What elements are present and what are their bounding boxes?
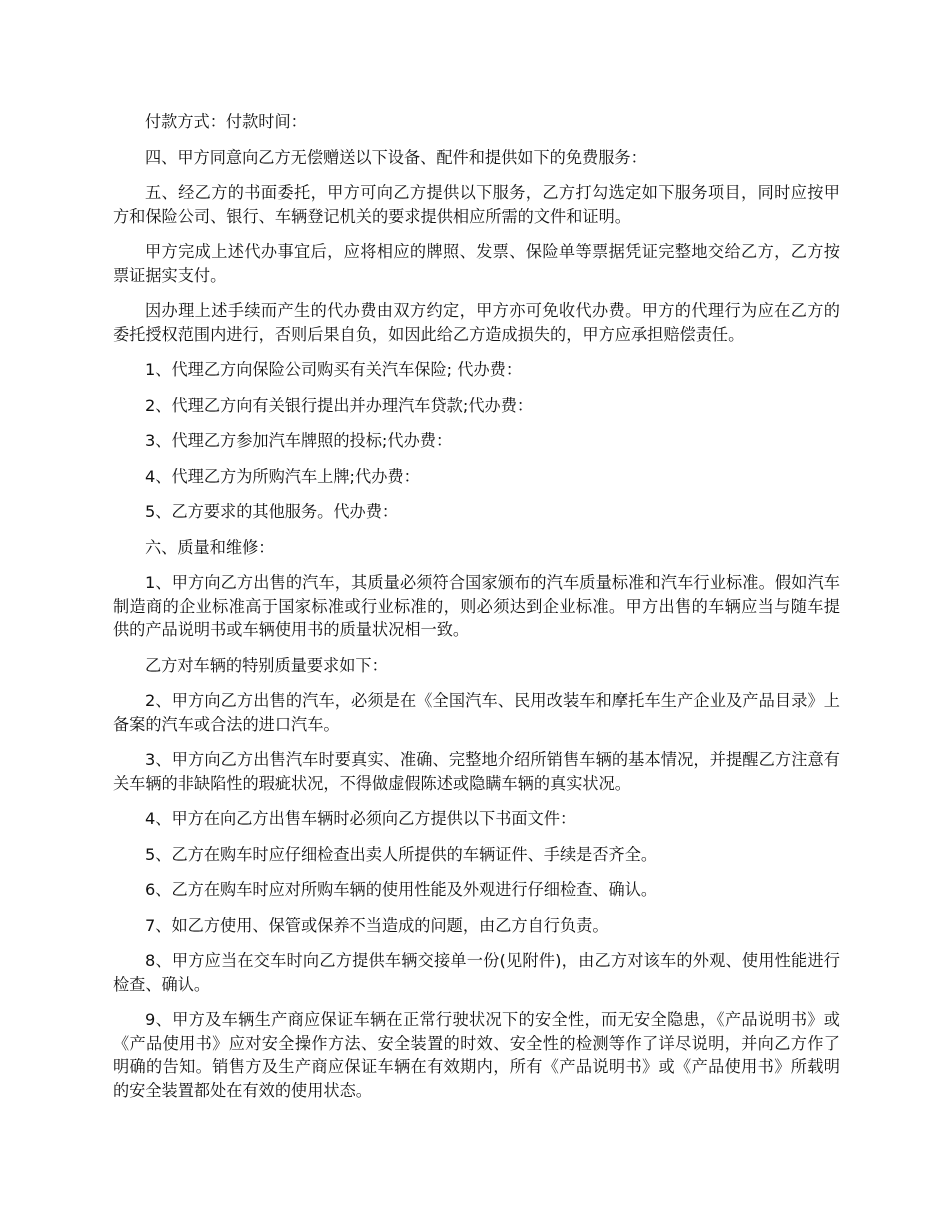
paragraph-catalog-registration: 2、甲方向乙方出售的汽车，必须是在《全国汽车、民用改装车和摩托车生产企业及产品目录》上备案的汽车或合法的进口汽车。	[113, 691, 840, 734]
paragraph-handover-sheet: 8、甲方应当在交车时向乙方提供车辆交接单一份(见附件)，由乙方对该车的外观、使用性能进行检查、确认。	[113, 951, 840, 994]
paragraph-section-five: 五、经乙方的书面委托，甲方可向乙方提供以下服务，乙方打勾选定如下服务项目，同时应按甲方和保险公司、银行、车辆登记机关的要求提供相应所需的文件和证明。	[113, 183, 840, 226]
list-item-other-services: 5、乙方要求的其他服务。代办费：	[145, 502, 399, 521]
list-item-loan: 2、代理乙方向有关银行提出并办理汽车贷款;代办费：	[145, 395, 534, 415]
paragraph-payment-terms: 付款方式：付款时间：	[145, 112, 307, 131]
list-item-license-bid: 3、代理乙方参加汽车牌照的投标;代办费：	[145, 431, 453, 450]
paragraph-improper-use: 7、如乙方使用、保管或保养不当造成的问题，由乙方自行负责。	[145, 915, 609, 935]
paragraph-truthful-disclosure: 3、甲方向乙方出售汽车时要真实、准确、完整地介绍所销售车辆的基本情况，并提醒乙方注意有关车辆的非缺陷性的瑕疵状况，不得做虚假陈述或隐瞒车辆的真实状况。	[113, 750, 840, 793]
paragraph-check-certificates: 5、乙方在购车时应仔细检查出卖人所提供的车辆证件、手续是否齐全。	[145, 844, 658, 864]
document-body	[113, 110, 840, 1114]
list-item-registration: 4、代理乙方为所购汽车上牌;代办费：	[145, 466, 420, 486]
paragraph-documents-handover: 甲方完成上述代办事宜后，应将相应的牌照、发票、保险单等票据凭证完整地交给乙方，乙方按票证据实支付。	[113, 242, 840, 285]
paragraph-agency-fee: 因办理上述手续而产生的代办费由双方约定，甲方亦可免收代办费。甲方的代理行为应在乙方的委托授权范围内进行，否则后果自负，如因此给乙方造成损失的，甲方应承担赔偿责任。	[113, 301, 840, 344]
list-item-insurance: 1、代理乙方向保险公司购买有关汽车保险; 代办费：	[145, 360, 523, 379]
paragraph-written-documents: 4、甲方在向乙方出售车辆时必须向乙方提供以下书面文件：	[145, 809, 577, 828]
paragraph-section-four: 四、甲方同意向乙方无偿赠送以下设备、配件和提供如下的免费服务：	[145, 147, 647, 167]
paragraph-inspect-vehicle: 6、乙方在购车时应对所购车辆的使用性能及外观进行仔细检查、确认。	[145, 880, 658, 899]
section-heading-quality: 六、质量和维修：	[145, 537, 275, 557]
paragraph-safety-guarantee: 9、甲方及车辆生产商应保证车辆在正常行驶状况下的安全性，而无安全隐患，《产品说明书》或《产品使用书》应对安全操作方法、安全装置的时效、安全性的检测等作了详尽说明，并向乙方作了明确的告知。销售方及生产商应保证车辆在有效期内，所有《产品说明书》或《产品使用书》所载明的安全装置都处在有效的使用状态。	[113, 1010, 840, 1100]
paragraph-quality-standard: 1、甲方向乙方出售的汽车，其质量必须符合国家颁布的汽车质量标准和汽车行业标准。假如汽车制造商的企业标准高于国家标准或行业标准的，则必须达到企业标准。甲方出售的车辆应当与随车提供的产品说明书或车辆使用书的质量状况相一致。	[113, 573, 840, 639]
paragraph-special-requirements: 乙方对车辆的特别质量要求如下：	[145, 655, 388, 675]
